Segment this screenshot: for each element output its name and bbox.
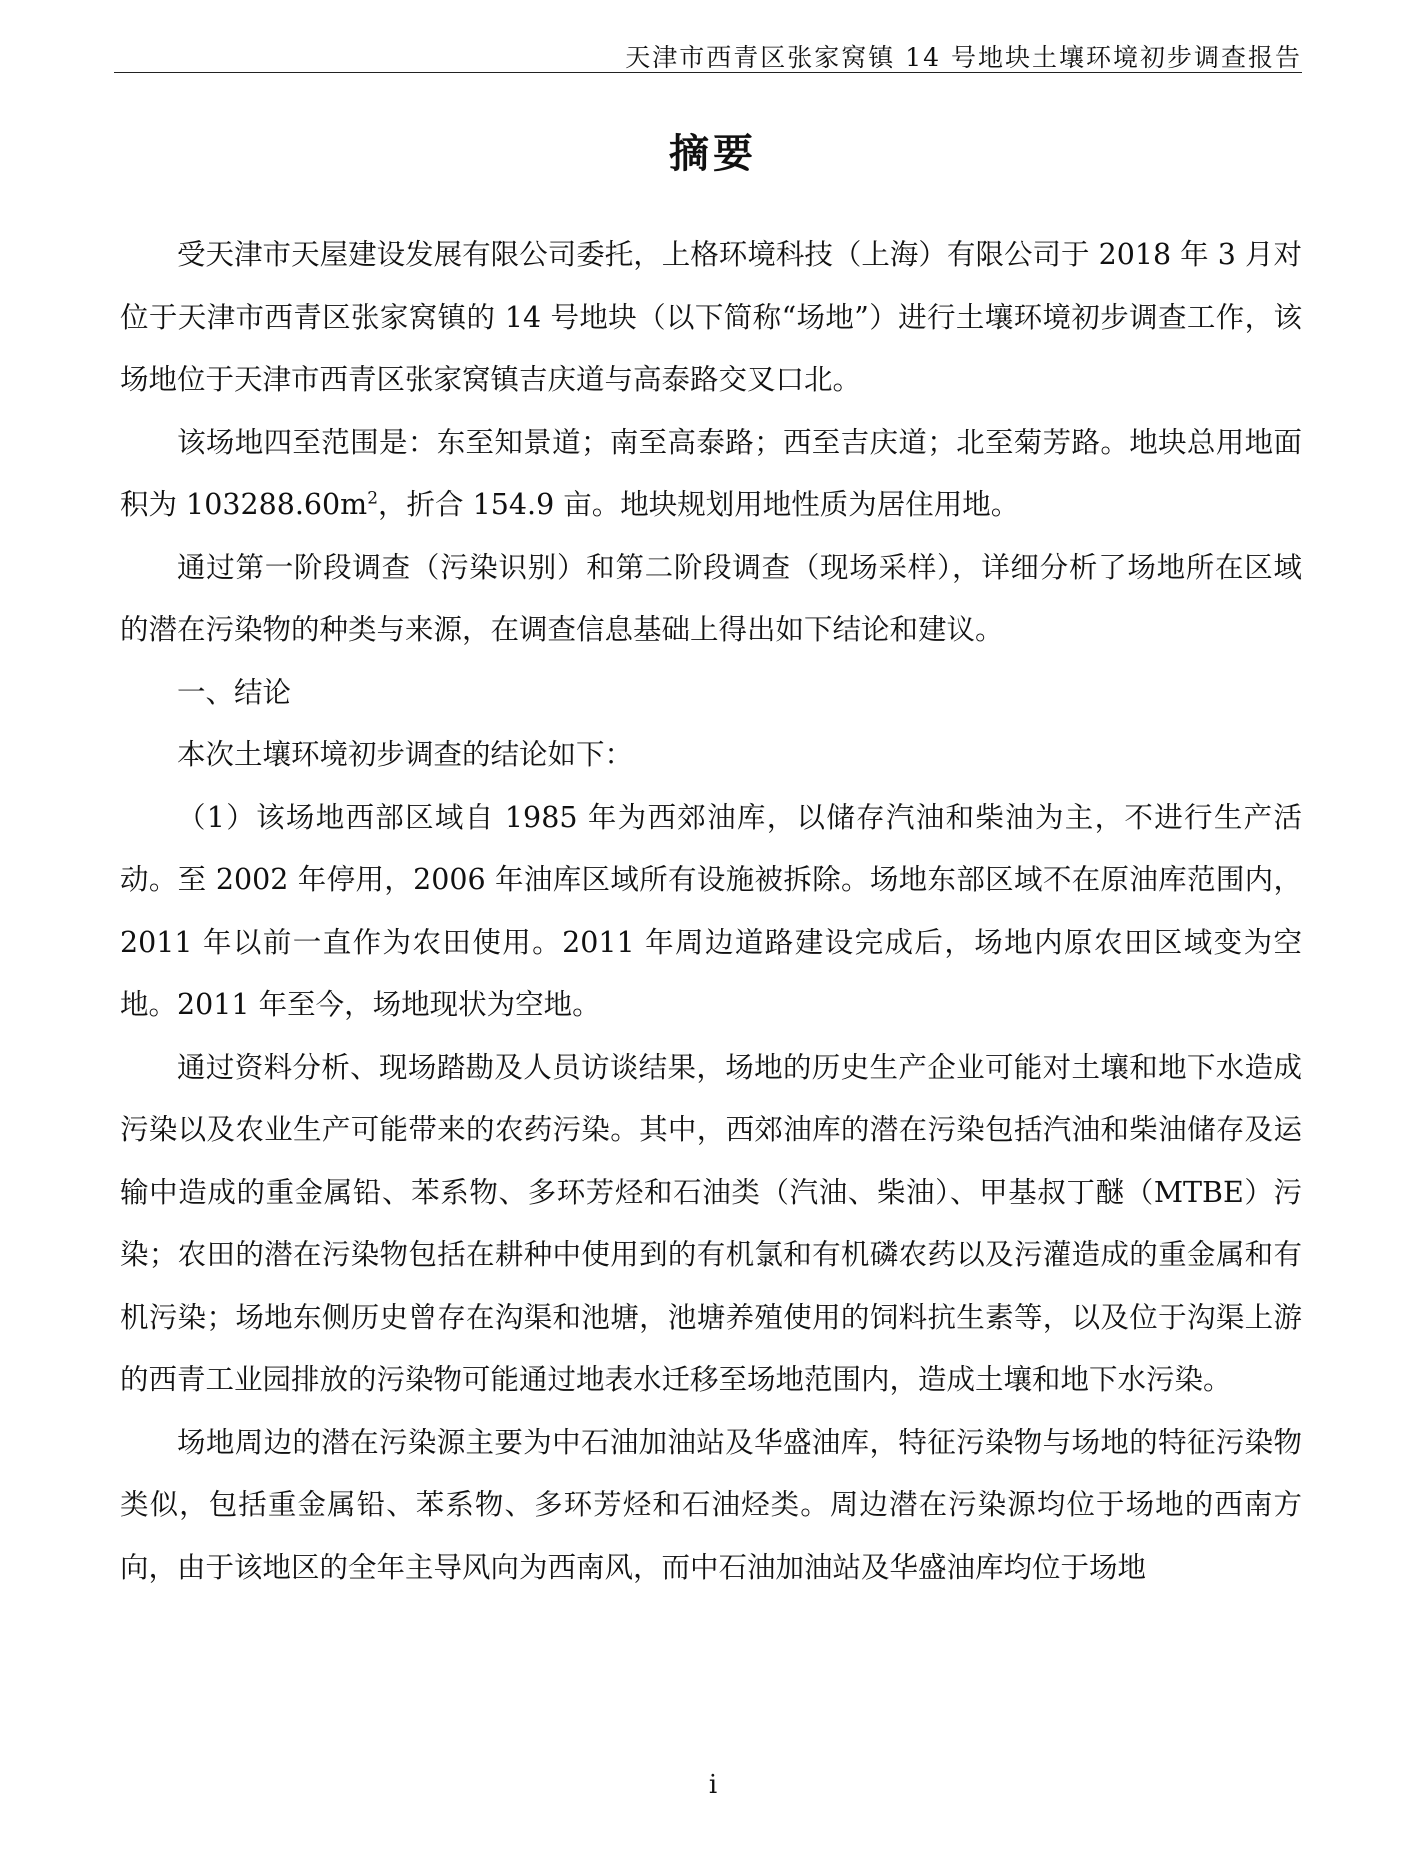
abstract-body: [120, 224, 1302, 1599]
paragraph-site-boundary: [120, 412, 1302, 537]
page-number: i: [708, 1770, 718, 1800]
area-unit-superscript: 2: [367, 488, 379, 509]
paragraph-conclusion-intro: 本次土壤环境初步调查的结论如下：: [177, 738, 634, 771]
page-title: 摘要: [669, 130, 757, 177]
paragraph-commission: 受天津市天屋建设发展有限公司委托，上格环境科技（上海）有限公司于 2018 年 3 月对位于天津市西青区张家窝镇的 14 号地块（以下简称“场地”）进行土壤环境初步调查工作，该场地位于天津市西青区张家窝镇吉庆道与高泰路交叉口北。: [120, 238, 1302, 396]
site-boundary-text: 该场地四至范围是：东至知景道；南至高泰路；西至吉庆道；北至菊芳路。地块总用地面积为 103288.60m: [120, 425, 1302, 521]
header-divider: [114, 72, 1302, 73]
site-area-text: ，折合 154.9 亩。地块规划用地性质为居住用地。: [378, 488, 1020, 521]
paragraph-site-history: （1）该场地西部区域自 1985 年为西郊油库，以储存汽油和柴油为主，不进行生产活动。至 2002 年停用，2006 年油库区域所有设施被拆除。场地东部区域不在原油库范围内，2011 年以前一直作为农田使用。2011 年周边道路建设完成后，场地内原农田区域变为空地。2011 年至今，场地现状为空地。: [120, 800, 1302, 1021]
paragraph-investigation-stages: 通过第一阶段调查（污染识别）和第二阶段调查（现场采样），详细分析了场地所在区域的潜在污染物的种类与来源，在调查信息基础上得出如下结论和建议。: [120, 550, 1302, 646]
paragraph-potential-pollution: 通过资料分析、现场踏勘及人员访谈结果，场地的历史生产企业可能对土壤和地下水造成污染以及农业生产可能带来的农药污染。其中，西郊油库的潜在污染包括汽油和柴油储存及运输中造成的重金属铅、苯系物、多环芳烃和石油类（汽油、柴油）、甲基叔丁醚（MTBE）污染；农田的潜在污染物包括在耕种中使用到的有机氯和有机磷农药以及污灌造成的重金属和有机污染；场地东侧历史曾存在沟渠和池塘，池塘养殖使用的饲料抗生素等，以及位于沟渠上游的西青工业园排放的污染物可能通过地表水迁移至场地范围内，造成土壤和地下水污染。: [120, 1050, 1302, 1396]
running-header: 天津市西青区张家窝镇 14 号地块土壤环境初步调查报告: [625, 43, 1302, 72]
section-heading-conclusion: 一、结论: [177, 675, 292, 709]
paragraph-surrounding-sources: 场地周边的潜在污染源主要为中石油加油站及华盛油库，特征污染物与场地的特征污染物类似，包括重金属铅、苯系物、多环芳烃和石油烃类。周边潜在污染源均位于场地的西南方向，由于该地区的全年主导风向为西南风，而中石油加油站及华盛油库均位于场地: [120, 1425, 1302, 1584]
